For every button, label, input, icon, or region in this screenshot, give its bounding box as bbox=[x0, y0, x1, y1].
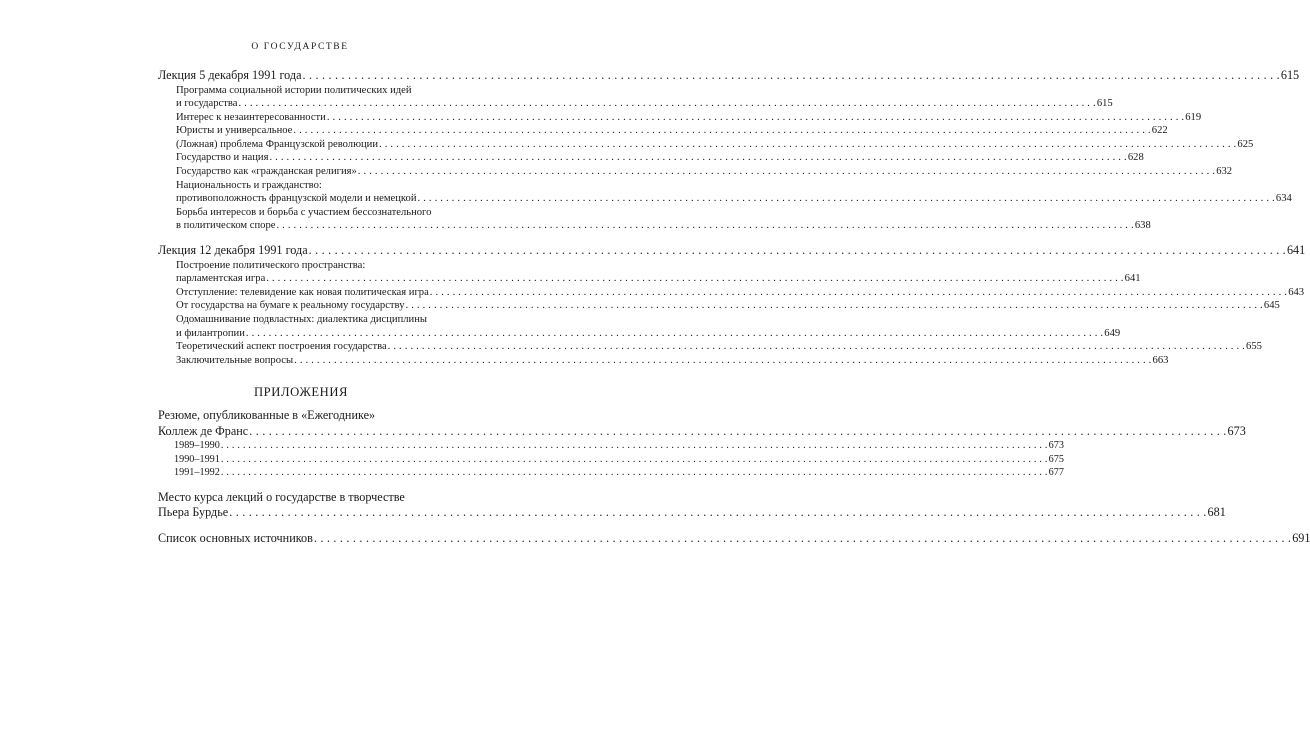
leader-dots bbox=[293, 124, 1150, 138]
toc-entry-title: От государства на бумаге к реальному государству bbox=[176, 300, 405, 312]
toc-entry-lecture-5[interactable] bbox=[158, 68, 1300, 84]
toc-entry[interactable] bbox=[158, 192, 1292, 206]
toc-entry-title: 1991–1992 bbox=[174, 467, 220, 479]
leader-dots bbox=[276, 219, 1133, 233]
toc-page-number: 632 bbox=[1216, 166, 1233, 178]
toc-entry-summaries[interactable] bbox=[158, 423, 1246, 440]
leader-dots bbox=[379, 138, 1236, 152]
leader-dots bbox=[229, 505, 1206, 521]
leader-dots bbox=[249, 424, 1226, 440]
toc-page-number: 691 bbox=[1292, 530, 1310, 545]
toc-entry[interactable] bbox=[158, 327, 1121, 341]
toc-entry-title: Государство как «гражданская религия» bbox=[176, 166, 357, 178]
toc-entry-title: Интерес к незаинтересованности bbox=[176, 111, 326, 123]
toc-entry-title: Лекция 12 декабря 1991 года bbox=[158, 243, 308, 258]
toc-page-number: 641 bbox=[1124, 273, 1141, 285]
section-title-appendices: ПРИЛОЖЕНИЯ bbox=[253, 385, 349, 400]
toc-entry-line: Национальность и гражданство: bbox=[176, 179, 322, 191]
toc-page-number: 622 bbox=[1151, 125, 1168, 137]
toc-entry[interactable] bbox=[158, 272, 1141, 286]
toc-entry-title: 1990–1991 bbox=[174, 453, 220, 465]
toc-page-number: 673 bbox=[1048, 440, 1064, 452]
leader-dots bbox=[430, 286, 1287, 300]
toc-entry-title: 1989–1990 bbox=[174, 440, 220, 452]
leader-dots bbox=[358, 165, 1215, 179]
toc-entry[interactable] bbox=[158, 299, 1280, 313]
leader-dots bbox=[314, 531, 1291, 547]
leader-dots bbox=[238, 97, 1095, 111]
toc-entry[interactable] bbox=[158, 340, 1262, 354]
toc-entry[interactable] bbox=[158, 286, 1305, 300]
toc-entry-title: Юристы и универсальное bbox=[176, 125, 293, 137]
leader-dots bbox=[221, 466, 1048, 479]
toc-page-number: 615 bbox=[1280, 68, 1300, 82]
toc-entry-title: Государство и нация bbox=[176, 152, 269, 164]
toc-page-number: 655 bbox=[1246, 341, 1262, 353]
toc-entry-year[interactable] bbox=[158, 453, 1064, 466]
leader-dots bbox=[406, 299, 1263, 313]
toc-page-number: 675 bbox=[1048, 453, 1064, 465]
leader-dots bbox=[309, 243, 1286, 259]
toc-entry-title: Коллеж де Франс bbox=[158, 423, 249, 438]
toc-entry-title: Список основных источников bbox=[158, 530, 313, 545]
toc-entry[interactable] bbox=[158, 219, 1151, 233]
toc-entry-title: Теоретический аспект построения государства bbox=[176, 341, 387, 353]
toc-page-number: 628 bbox=[1127, 152, 1144, 164]
toc-page-number: 673 bbox=[1227, 423, 1246, 438]
toc-entry-title: Отступление: телевидение как новая политическая игра bbox=[176, 286, 429, 298]
leader-dots bbox=[221, 453, 1048, 466]
toc-page-number: 645 bbox=[1263, 300, 1280, 312]
leader-dots bbox=[266, 272, 1123, 286]
toc-page-number: 634 bbox=[1275, 193, 1292, 205]
toc-entry-title: и государства bbox=[176, 98, 238, 110]
toc-page-number: 641 bbox=[1286, 243, 1306, 258]
toc-page-number: 619 bbox=[1185, 111, 1202, 123]
leader-dots bbox=[303, 68, 1280, 84]
toc-entry-line: Место курса лекций о государстве в творчестве bbox=[158, 489, 405, 504]
toc-page-number: 638 bbox=[1134, 220, 1151, 232]
toc-page-number: 663 bbox=[1152, 354, 1169, 366]
toc-entry[interactable] bbox=[158, 97, 1113, 111]
toc-page-number: 681 bbox=[1207, 505, 1226, 519]
toc-entry[interactable] bbox=[158, 165, 1233, 179]
toc-entry[interactable] bbox=[158, 124, 1168, 138]
toc-entry-line: Резюме, опубликованные в «Ежегоднике» bbox=[158, 408, 376, 423]
toc-entry[interactable] bbox=[158, 151, 1144, 165]
toc-entry-title: Лекция 5 декабря 1991 года bbox=[158, 68, 302, 82]
leader-dots bbox=[221, 439, 1048, 452]
toc-entry-title: парламентская игра bbox=[176, 273, 266, 285]
leader-dots bbox=[418, 192, 1275, 206]
toc-page-number: 643 bbox=[1288, 286, 1305, 298]
toc-page-number: 615 bbox=[1096, 98, 1113, 110]
toc-entry[interactable] bbox=[158, 138, 1254, 152]
toc-entry-place-of-course[interactable] bbox=[158, 505, 1226, 521]
toc-entry-line: Построение политического пространства: bbox=[176, 259, 366, 271]
toc-entry-title: Пьера Бурдье bbox=[158, 505, 229, 519]
toc-entry-line: Борьба интересов и борьба с участием бессознательного bbox=[176, 206, 432, 218]
toc-page-number: 625 bbox=[1237, 138, 1254, 150]
leader-dots bbox=[269, 151, 1126, 165]
toc-entry-title: и филантропии bbox=[176, 327, 245, 339]
toc-entry-year[interactable] bbox=[158, 439, 1064, 452]
toc-page-number: 649 bbox=[1104, 327, 1121, 339]
toc-entry-title: (Ложная) проблема Французской революции bbox=[176, 138, 378, 150]
leader-dots bbox=[327, 111, 1184, 125]
toc-entry-sources[interactable] bbox=[158, 530, 1310, 547]
leader-dots bbox=[388, 340, 1245, 354]
toc-entry-year[interactable] bbox=[158, 466, 1064, 479]
toc-entry[interactable] bbox=[158, 354, 1169, 368]
toc-entry-line: Программа социальной истории политических идей bbox=[176, 84, 412, 96]
toc-page-number: 677 bbox=[1048, 467, 1064, 479]
toc-entry-title: Заключительные вопросы bbox=[176, 354, 294, 366]
toc-entry-line: Одомашнивание подвластных: диалектика дисциплины bbox=[176, 313, 427, 325]
running-head: О ГОСУДАРСТВЕ bbox=[251, 42, 349, 52]
leader-dots bbox=[246, 327, 1103, 341]
toc-entry[interactable] bbox=[158, 111, 1202, 125]
toc-entry-title: противоположность французской модели и немецкой bbox=[176, 193, 417, 205]
toc-entry-lecture-12[interactable] bbox=[158, 243, 1306, 259]
toc-entry-title: в политическом споре bbox=[176, 220, 276, 232]
leader-dots bbox=[294, 354, 1151, 368]
table-of-contents bbox=[158, 68, 1310, 546]
